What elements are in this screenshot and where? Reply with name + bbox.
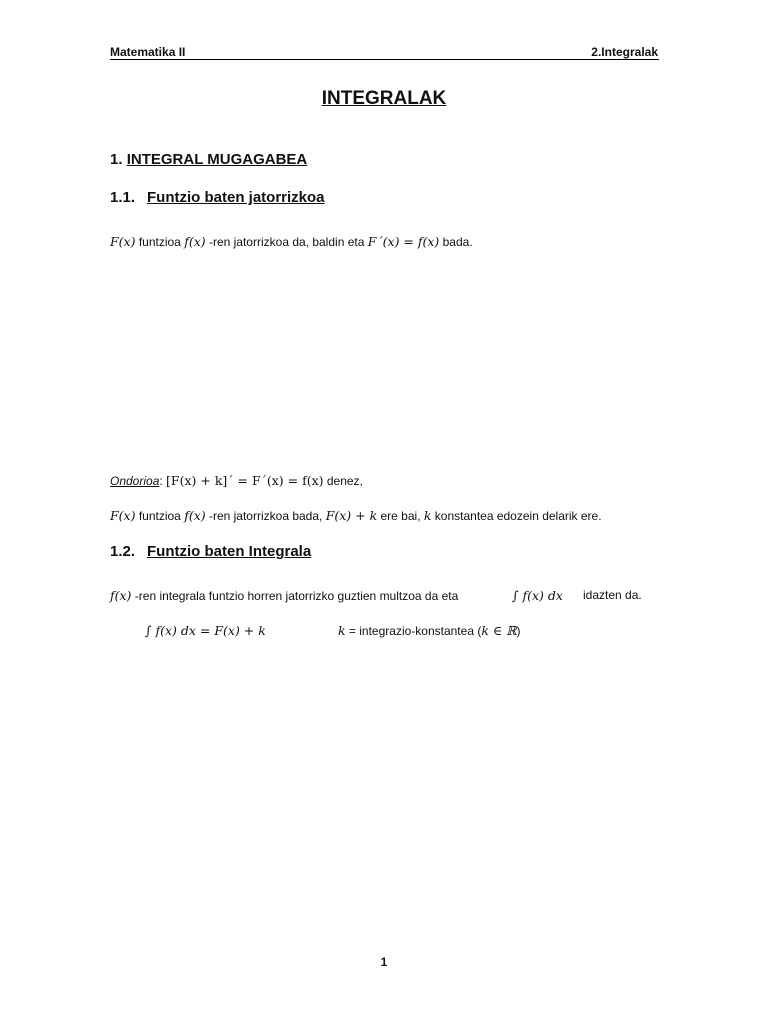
section-1-2-heading <box>110 543 311 560</box>
consequence-paragraph: Ondorioa: [F(x) + k]´ = F´(x) = f(x) denez, <box>110 473 363 488</box>
page-number: 1 <box>380 955 388 969</box>
consequence-label: Ondorioa <box>110 474 160 488</box>
section-1-2-number: 1.2. <box>110 543 136 560</box>
section-1-title: INTEGRAL MUGAGABEA <box>126 151 308 168</box>
integral-definition-paragraph: f(x) -ren integrala funtzio horren jatorrizko guztien multzoa da eta <box>110 588 459 603</box>
header-right: 2.Integralak <box>591 45 658 59</box>
section-1-1-heading <box>110 189 325 206</box>
integration-constant-note: k = integrazio-konstantea (k ∈ ℝ) <box>338 623 521 638</box>
section-1-1-title: Funtzio baten jatorrizkoa <box>147 189 325 206</box>
integral-notation-text: idazten da. <box>583 588 642 602</box>
header-left: Matematika II <box>110 45 186 59</box>
definition-paragraph: F(x) funtzioa f(x) -ren jatorrizkoa da, baldin eta F´(x) = f(x) bada. <box>110 234 473 249</box>
section-1-2-title: Funtzio baten Integrala <box>147 543 312 560</box>
page-title: INTEGRALAK <box>321 88 447 109</box>
section-1-heading <box>110 151 307 168</box>
section-1-1-number: 1.1. <box>110 189 136 206</box>
header-rule <box>110 59 659 60</box>
integral-formula: ∫ f(x) dx = F(x) + k <box>145 623 266 638</box>
integral-notation: ∫ f(x) dx <box>512 588 563 603</box>
consequence-paragraph-2: F(x) funtzioa f(x) -ren jatorrizkoa bada, F(x) + k ere bai, k konstantea edozein delarik ere. <box>110 508 602 523</box>
section-1-number: 1. <box>110 151 123 168</box>
